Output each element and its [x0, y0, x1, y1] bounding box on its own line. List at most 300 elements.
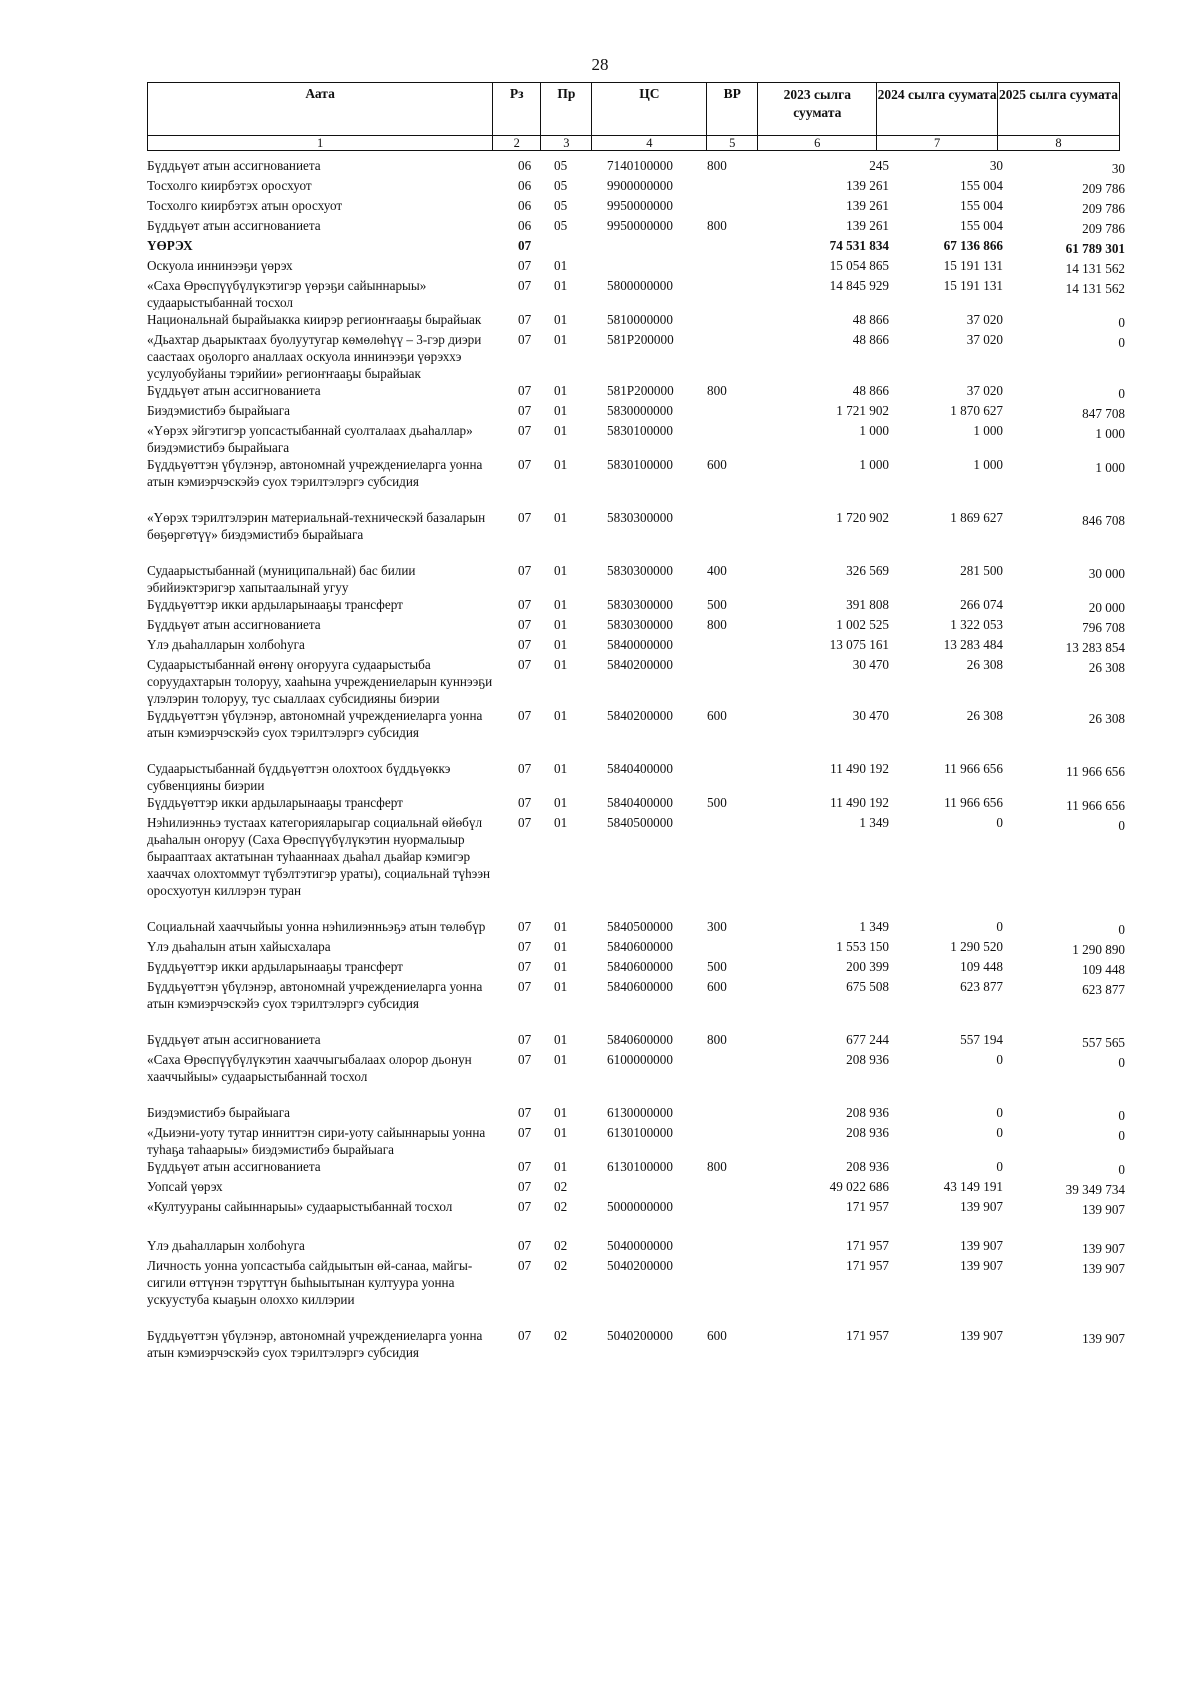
row-value-2024: 139 907	[960, 1258, 1003, 1273]
row-rz: 07	[518, 563, 532, 578]
row-rz: 07	[518, 1105, 532, 1120]
row-value-2023: 30 470	[852, 657, 889, 672]
row-vr: 800	[707, 383, 727, 398]
row-rz: 07	[518, 258, 532, 273]
row-rz: 07	[518, 979, 532, 994]
row-cs: 6100000000	[607, 1052, 673, 1067]
row-name: Оскуола иннинээҕи үөрэх	[147, 258, 293, 273]
row-name: «Култуураны сайыннарыы» судаарыстыбаннай тосхол	[147, 1199, 453, 1214]
row-value-2023: 208 936	[846, 1105, 889, 1120]
row-value-2024: 155 004	[960, 218, 1003, 233]
row-pr: 01	[554, 919, 568, 934]
row-name: Личность уонна уопсастыба сайдыытын өй-санаа, майгы-сигили өттүнэн тэрүттүн быһыытынан култуура уонна ускуустуба кыаҕын олоххо киллэрии	[147, 1258, 473, 1307]
row-vr: 800	[707, 218, 727, 233]
row-value-2025: 139 907	[1082, 1331, 1125, 1346]
header-2025: 2025 сылга суумата	[998, 83, 1120, 136]
row-pr: 01	[554, 939, 568, 954]
row-name: Тосхолго киирбэтэх атын оросхуот	[147, 198, 343, 213]
row-rz: 07	[518, 617, 532, 632]
row-value-2023: 13 075 161	[829, 637, 889, 652]
row-value-2024: 43 149 191	[943, 1179, 1003, 1194]
row-value-2023: 326 569	[846, 563, 889, 578]
row-value-2025: 796 708	[1082, 620, 1125, 635]
row-value-2025: 0	[1118, 1055, 1125, 1070]
row-cs: 5830300000	[607, 563, 673, 578]
row-name: Биэдэмистибэ бырайыага	[147, 1105, 290, 1120]
row-name: Бүддьүөт атын ассигнованиета	[147, 1159, 321, 1174]
row-name: Бүддьүөт атын ассигнованиета	[147, 617, 321, 632]
row-value-2023: 1 000	[859, 423, 889, 438]
row-pr: 01	[554, 795, 568, 810]
row-rz: 07	[518, 795, 532, 810]
row-pr: 01	[554, 637, 568, 652]
row-value-2025: 209 786	[1082, 181, 1125, 196]
row-name: Бүддьүөттэн үбүлэнэр, автономнай учреждениеларга уонна атын кэмиэрчэскэйэ суох тэрилтэлэргэ субсидия	[147, 708, 483, 740]
row-cs: 5840200000	[607, 657, 673, 672]
row-value-2024: 0	[996, 815, 1003, 830]
table-row	[147, 636, 1125, 656]
row-pr: 02	[554, 1258, 568, 1273]
row-value-2023: 171 957	[846, 1199, 889, 1214]
row-pr: 01	[554, 979, 568, 994]
row-cs: 5840400000	[607, 761, 673, 776]
table-row	[147, 311, 1125, 331]
table-row	[147, 382, 1125, 402]
row-rz: 07	[518, 332, 532, 347]
row-pr: 05	[554, 198, 568, 213]
table-row	[147, 257, 1125, 277]
row-name: Уопсай үөрэх	[147, 1179, 223, 1194]
row-value-2025: 11 966 656	[1066, 764, 1125, 779]
row-value-2025: 209 786	[1082, 201, 1125, 216]
row-name: Тосхолго киирбэтэх оросхуот	[147, 178, 312, 193]
row-cs: 9950000000	[607, 198, 673, 213]
row-vr: 800	[707, 158, 727, 173]
row-value-2023: 1 000	[859, 457, 889, 472]
row-rz: 07	[518, 597, 532, 612]
row-name: «Үөрэх эйгэтигэр уопсастыбаннай суолталаах дьаһаллар» биэдэмистибэ бырайыага	[147, 423, 473, 455]
row-name: Бүддьүөт атын ассигнованиета	[147, 158, 321, 173]
row-value-2023: 208 936	[846, 1159, 889, 1174]
row-cs: 9900000000	[607, 178, 673, 193]
row-rz: 07	[518, 403, 532, 418]
header-pr: Пр	[541, 83, 592, 136]
row-value-2024: 281 500	[960, 563, 1003, 578]
row-value-2023: 171 957	[846, 1238, 889, 1253]
row-cs: 5840500000	[607, 919, 673, 934]
row-rz: 07	[518, 1159, 532, 1174]
row-value-2023: 1 349	[859, 815, 889, 830]
row-value-2024: 155 004	[960, 198, 1003, 213]
row-pr: 05	[554, 178, 568, 193]
row-value-2025: 139 907	[1082, 1261, 1125, 1276]
table-row	[147, 656, 1125, 707]
row-pr: 01	[554, 815, 568, 830]
row-value-2024: 109 448	[960, 959, 1003, 974]
table-row	[147, 1104, 1125, 1124]
row-cs: 5840400000	[607, 795, 673, 810]
row-name: Бүддьүөттэн үбүлэнэр, автономнай учреждениеларга уонна атын кэмиэрчэскэйэ суох тэрилтэлэргэ субсидия	[147, 1328, 483, 1360]
row-value-2024: 1 870 627	[950, 403, 1003, 418]
row-vr: 600	[707, 708, 727, 723]
row-pr: 05	[554, 218, 568, 233]
table-row	[147, 1031, 1125, 1051]
row-value-2024: 0	[996, 1052, 1003, 1067]
table-header	[147, 82, 1120, 151]
row-vr: 600	[707, 1328, 727, 1343]
row-value-2024: 0	[996, 1105, 1003, 1120]
row-value-2025: 0	[1118, 818, 1125, 833]
row-rz: 07	[518, 1238, 532, 1253]
row-pr: 01	[554, 457, 568, 472]
table-row	[147, 237, 1125, 257]
table-row	[147, 616, 1125, 636]
col-number: 3	[541, 136, 592, 151]
row-value-2025: 14 131 562	[1065, 281, 1125, 296]
row-name: Бүддьүөт атын ассигнованиета	[147, 1032, 321, 1047]
row-pr: 02	[554, 1328, 568, 1343]
row-vr: 400	[707, 563, 727, 578]
row-vr: 600	[707, 457, 727, 472]
header-2023: 2023 сылга суумата	[758, 83, 877, 136]
row-pr: 01	[554, 510, 568, 525]
row-pr: 02	[554, 1199, 568, 1214]
table-row	[147, 596, 1125, 616]
row-name: Бүддьүөт атын ассигнованиета	[147, 218, 321, 233]
row-rz: 07	[518, 657, 532, 672]
row-rz: 07	[518, 761, 532, 776]
row-value-2023: 171 957	[846, 1258, 889, 1273]
row-rz: 07	[518, 919, 532, 934]
row-value-2024: 139 907	[960, 1199, 1003, 1214]
table-row	[147, 1158, 1125, 1178]
row-rz: 07	[518, 238, 532, 253]
row-name: Бүддьүөттэн үбүлэнэр, автономнай учреждениеларга уонна атын кэмиэрчэскэйэ суох тэрилтэлэргэ субсидия	[147, 979, 483, 1011]
row-name: «Саха Өрөспүүбүлүкэтин хааччыгыбалаах олорор дьонун хааччыйыы» судаарыстыбаннай тосхол	[147, 1052, 472, 1084]
row-cs: 5840500000	[607, 815, 673, 830]
row-pr: 01	[554, 1105, 568, 1120]
row-value-2024: 15 191 131	[943, 258, 1003, 273]
row-pr: 01	[554, 258, 568, 273]
row-value-2025: 139 907	[1082, 1241, 1125, 1256]
page-number: 28	[591, 55, 609, 74]
row-cs: 6130100000	[607, 1159, 673, 1174]
row-pr: 01	[554, 1052, 568, 1067]
row-value-2023: 48 866	[852, 383, 889, 398]
table-row	[147, 794, 1125, 814]
row-rz: 07	[518, 1199, 532, 1214]
row-value-2025: 0	[1118, 315, 1125, 330]
row-value-2023: 30 470	[852, 708, 889, 723]
table-row	[147, 1257, 1125, 1308]
row-value-2025: 209 786	[1082, 221, 1125, 236]
row-value-2024: 30	[989, 158, 1003, 173]
table-row	[147, 277, 1125, 311]
row-rz: 07	[518, 939, 532, 954]
row-value-2023: 200 399	[846, 959, 889, 974]
row-cs: 5040200000	[607, 1328, 673, 1343]
row-pr: 05	[554, 158, 568, 173]
row-value-2024: 15 191 131	[943, 278, 1003, 293]
row-vr: 800	[707, 617, 727, 632]
table-row	[147, 938, 1125, 958]
row-rz: 07	[518, 1328, 532, 1343]
row-value-2023: 245	[869, 158, 889, 173]
row-name: Судаарыстыбаннай өҥөнү оҥорууга судаарыстыба соруудахтарын толоруу, хааһына учреждениеларын куннээҕи үлэлэрин толоруу, тус сыаллаах субсидияны биэрии	[147, 657, 493, 706]
row-value-2025: 1 000	[1095, 426, 1125, 441]
row-value-2024: 139 907	[960, 1238, 1003, 1253]
header-rz: Рз	[493, 83, 541, 136]
table-row	[147, 177, 1125, 197]
row-rz: 07	[518, 1032, 532, 1047]
table-row	[147, 918, 1125, 938]
row-value-2025: 0	[1118, 922, 1125, 937]
row-value-2023: 1 553 150	[836, 939, 889, 954]
table-row	[147, 331, 1125, 382]
row-cs: 5000000000	[607, 1199, 673, 1214]
row-name: Бүддьүөттэн үбүлэнэр, автономнай учреждениеларга уонна атын кэмиэрчэскэйэ суох тэрилтэлэргэ субсидия	[147, 457, 483, 489]
table-row	[147, 402, 1125, 422]
row-value-2023: 1 002 525	[836, 617, 889, 632]
row-value-2024: 557 194	[960, 1032, 1003, 1047]
row-pr: 02	[554, 1179, 568, 1194]
row-value-2023: 74 531 834	[829, 238, 889, 253]
row-value-2024: 26 308	[966, 708, 1003, 723]
col-number: 7	[877, 136, 998, 151]
row-value-2023: 677 244	[846, 1032, 889, 1047]
row-value-2025: 557 565	[1082, 1035, 1125, 1050]
row-rz: 06	[518, 198, 532, 213]
row-value-2025: 13 283 854	[1065, 640, 1125, 655]
row-rz: 07	[518, 1125, 532, 1140]
row-value-2024: 37 020	[966, 383, 1003, 398]
row-name: Бүддьүөттэр икки ардыларынааҕы трансферт	[147, 795, 403, 810]
row-pr: 01	[554, 383, 568, 398]
col-number: 8	[998, 136, 1120, 151]
row-name: Судаарыстыбаннай (муниципальнай) бас билии эбийиэктэригэр хапытаалынай угуу	[147, 563, 416, 595]
row-name: «Саха Өрөспүүбүлүкэтигэр үөрэҕи сайыннарыы» судаарыстыбаннай тосхол	[147, 278, 427, 310]
row-value-2024: 11 966 656	[944, 761, 1003, 776]
row-cs: 6130000000	[607, 1105, 673, 1120]
row-value-2025: 11 966 656	[1066, 798, 1125, 813]
row-pr: 01	[554, 403, 568, 418]
row-value-2025: 109 448	[1082, 962, 1125, 977]
row-value-2024: 37 020	[966, 312, 1003, 327]
row-name: Социальнай хааччыйыы уонна нэһилиэнньэҕэ атын төлөбүр	[147, 919, 486, 934]
row-vr: 800	[707, 1032, 727, 1047]
row-vr: 800	[707, 1159, 727, 1174]
row-value-2024: 0	[996, 1125, 1003, 1140]
row-value-2023: 391 808	[846, 597, 889, 612]
col-number: 2	[493, 136, 541, 151]
row-pr: 01	[554, 563, 568, 578]
row-cs: 5830300000	[607, 617, 673, 632]
table-row	[147, 707, 1125, 741]
row-rz: 06	[518, 218, 532, 233]
row-value-2025: 39 349 734	[1065, 1182, 1125, 1197]
row-value-2024: 1 000	[973, 423, 1003, 438]
row-cs: 5840000000	[607, 637, 673, 652]
header-2024: 2024 сылга суумата	[877, 83, 998, 136]
row-name: Бүддьүөт атын ассигнованиета	[147, 383, 321, 398]
row-rz: 07	[518, 1052, 532, 1067]
col-number: 4	[592, 136, 707, 151]
row-pr: 01	[554, 657, 568, 672]
row-value-2025: 0	[1118, 386, 1125, 401]
table-row	[147, 1327, 1125, 1361]
row-rz: 07	[518, 457, 532, 472]
col-number: 6	[758, 136, 877, 151]
row-pr: 01	[554, 1125, 568, 1140]
row-value-2025: 26 308	[1088, 660, 1125, 675]
row-rz: 07	[518, 959, 532, 974]
row-value-2023: 14 845 929	[829, 278, 889, 293]
row-name: «Дьахтар дьарыктаах буолуутугар көмөлөһүү – 3-гэр диэри саастаах оҕолорго аналлаах оскуола иннинээҕи үөрэххэ усулуобуйаны тэрийии» региоҥҥааҕы бырайыак	[147, 332, 482, 381]
row-cs: 6130100000	[607, 1125, 673, 1140]
row-value-2023: 139 261	[846, 178, 889, 193]
row-pr: 01	[554, 278, 568, 293]
row-cs: 7140100000	[607, 158, 673, 173]
row-name: Нэһилиэнньэ тустаах категорияларыгар социальнай өйөбүл дьаһалын оҥоруу (Саха Өрөспүүбүлүкэтин нуормалыыр бырааптаах актатынан туһааннаах дьаһал дьайар кэмигэр хааччах олохтоммут түбэлтэтигэр ураты), социальнай түһээн оросхуотун киллэрэн туран	[147, 815, 491, 898]
row-value-2023: 49 022 686	[829, 1179, 889, 1194]
row-value-2024: 1 290 520	[950, 939, 1003, 954]
row-value-2024: 67 136 866	[943, 238, 1003, 253]
row-value-2024: 26 308	[966, 657, 1003, 672]
table-row	[147, 958, 1125, 978]
row-value-2024: 13 283 484	[943, 637, 1003, 652]
row-name: Үлэ дьаһалларын холбоһуга	[147, 637, 305, 652]
row-cs: 581P200000	[607, 383, 674, 398]
row-value-2025: 26 308	[1088, 711, 1125, 726]
table-row	[147, 1124, 1125, 1158]
table-row	[147, 456, 1125, 490]
row-pr: 01	[554, 423, 568, 438]
row-value-2025: 847 708	[1082, 406, 1125, 421]
row-rz: 07	[518, 312, 532, 327]
col-number: 5	[707, 136, 758, 151]
row-pr: 01	[554, 761, 568, 776]
row-value-2025: 1 000	[1095, 460, 1125, 475]
row-name: Судаарыстыбаннай бүддьүөттэн олохтоох бүддьүөккэ субвенцияны биэрии	[147, 761, 451, 793]
table-row	[147, 562, 1125, 596]
row-name: «Үөрэх тэрилтэлэрин материальнай-техническэй базаларын бөҕөргөтүү» биэдэмистибэ бырайыага	[147, 510, 486, 542]
row-cs: 5830100000	[607, 457, 673, 472]
row-cs: 5840600000	[607, 959, 673, 974]
row-value-2023: 48 866	[852, 332, 889, 347]
row-name: Национальнай бырайыакка киирэр региоҥҥааҕы бырайыак	[147, 312, 482, 327]
row-value-2025: 846 708	[1082, 513, 1125, 528]
row-value-2024: 1 000	[973, 457, 1003, 472]
row-value-2023: 48 866	[852, 312, 889, 327]
row-cs: 5800000000	[607, 278, 673, 293]
row-cs: 5830300000	[607, 510, 673, 525]
row-rz: 07	[518, 815, 532, 830]
table-row	[147, 1178, 1125, 1198]
row-value-2025: 30 000	[1088, 566, 1125, 581]
row-cs: 5830300000	[607, 597, 673, 612]
row-rz: 07	[518, 708, 532, 723]
header-vr: ВР	[707, 83, 758, 136]
row-cs: 5830100000	[607, 423, 673, 438]
row-value-2023: 139 261	[846, 198, 889, 213]
row-cs: 581P200000	[607, 332, 674, 347]
row-rz: 06	[518, 158, 532, 173]
table-body	[147, 157, 1125, 1361]
row-name: Бүддьүөттэр икки ардыларынааҕы трансферт	[147, 597, 403, 612]
row-rz: 07	[518, 423, 532, 438]
row-vr: 500	[707, 959, 727, 974]
row-value-2025: 1 290 890	[1072, 942, 1125, 957]
row-cs: 5810000000	[607, 312, 673, 327]
row-name: «Дьиэни-уоту тутар инниттэн сири-уоту сайыннарыы уонна туһаҕа таһаарыы» биэдэмистибэ бырайыага	[147, 1125, 486, 1157]
row-value-2024: 1 869 627	[950, 510, 1003, 525]
row-vr: 500	[707, 795, 727, 810]
row-vr: 500	[707, 597, 727, 612]
row-value-2025: 30	[1111, 161, 1125, 176]
row-cs: 5840600000	[607, 939, 673, 954]
table-row	[147, 814, 1125, 899]
row-cs: 5040200000	[607, 1258, 673, 1273]
row-name: Бүддьүөттэр икки ардыларынааҕы трансферт	[147, 959, 403, 974]
row-cs: 5040000000	[607, 1238, 673, 1253]
row-value-2024: 37 020	[966, 332, 1003, 347]
row-cs: 9950000000	[607, 218, 673, 233]
row-value-2025: 20 000	[1088, 600, 1125, 615]
row-rz: 07	[518, 1179, 532, 1194]
row-value-2023: 15 054 865	[829, 258, 889, 273]
row-pr: 01	[554, 708, 568, 723]
table-row	[147, 509, 1125, 543]
row-cs: 5840200000	[607, 708, 673, 723]
row-value-2023: 1 720 902	[836, 510, 889, 525]
row-pr: 01	[554, 617, 568, 632]
row-rz: 07	[518, 278, 532, 293]
row-pr: 01	[554, 1159, 568, 1174]
row-value-2024: 0	[996, 919, 1003, 934]
row-value-2024: 266 074	[960, 597, 1003, 612]
row-value-2025: 0	[1118, 1108, 1125, 1123]
row-value-2024: 1 322 053	[950, 617, 1003, 632]
row-pr: 01	[554, 332, 568, 347]
row-value-2025: 0	[1118, 335, 1125, 350]
row-value-2024: 11 966 656	[944, 795, 1003, 810]
row-name: ҮӨРЭХ	[147, 238, 193, 253]
row-value-2024: 0	[996, 1159, 1003, 1174]
row-value-2023: 171 957	[846, 1328, 889, 1343]
row-rz: 07	[518, 1258, 532, 1273]
table-row	[147, 157, 1125, 177]
row-vr: 600	[707, 979, 727, 994]
row-value-2023: 208 936	[846, 1125, 889, 1140]
row-cs: 5840600000	[607, 1032, 673, 1047]
table-row	[147, 978, 1125, 1012]
row-value-2024: 155 004	[960, 178, 1003, 193]
col-number: 1	[148, 136, 493, 151]
row-value-2023: 1 349	[859, 919, 889, 934]
row-value-2023: 139 261	[846, 218, 889, 233]
header-cs: ЦС	[592, 83, 707, 136]
row-rz: 07	[518, 637, 532, 652]
row-pr: 01	[554, 312, 568, 327]
row-pr: 01	[554, 1032, 568, 1047]
row-pr: 02	[554, 1238, 568, 1253]
row-rz: 07	[518, 510, 532, 525]
row-vr: 300	[707, 919, 727, 934]
row-value-2024: 139 907	[960, 1328, 1003, 1343]
row-value-2023: 11 490 192	[830, 761, 889, 776]
table-row	[147, 1051, 1125, 1085]
row-pr: 01	[554, 959, 568, 974]
